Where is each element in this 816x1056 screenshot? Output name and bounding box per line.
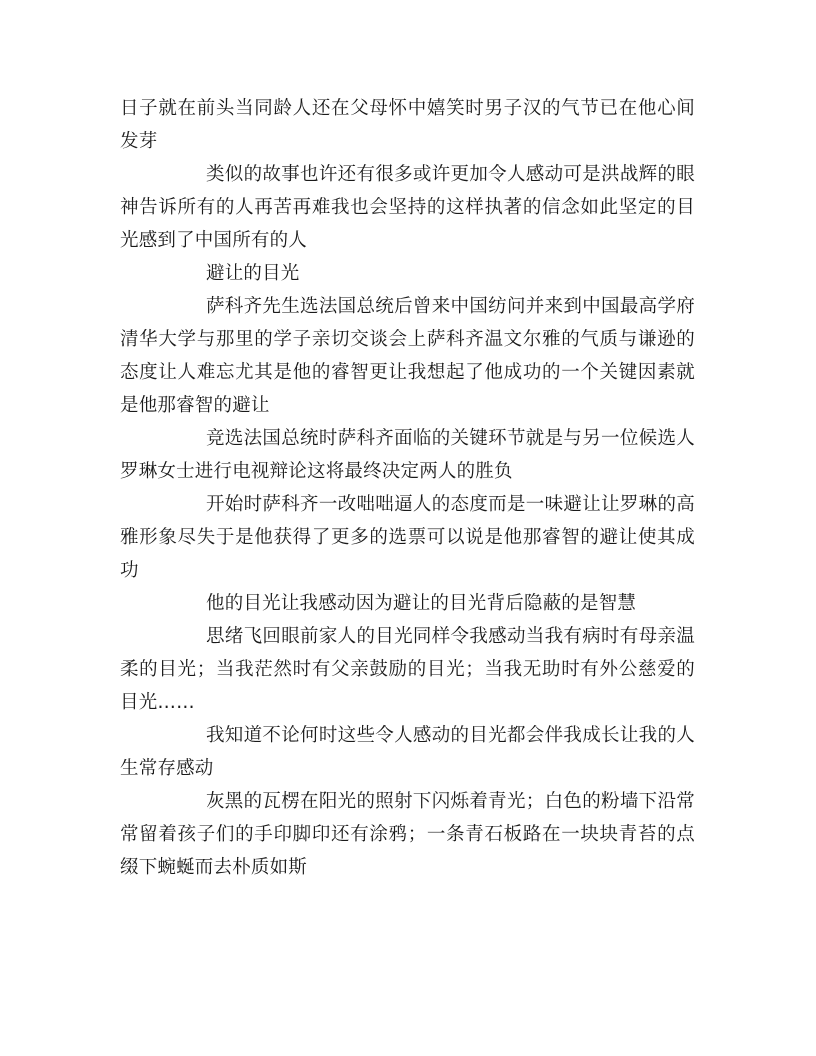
paragraph-2: 类似的故事也许还有很多或许更加令人感动可是洪战辉的眼神告诉所有的人再苦再难我也会坚持的这样执著的信念如此坚定的目光感到了中国所有的人 — [120, 164, 695, 251]
paragraph-1: 日子就在前头当同龄人还在父母怀中嬉笑时男子汉的气节已在他心间发芽 — [120, 98, 695, 152]
paragraph-6: 开始时萨科齐一改咄咄逼人的态度而是一味避让让罗琳的高雅形象尽失于是他获得了更多的选票可以说是他那睿智的避让使其成功 — [120, 494, 695, 581]
paragraph-8: 思绪飞回眼前家人的目光同样令我感动当我有病时有母亲温柔的目光；当我茫然时有父亲鼓励的目光；当我无助时有外公慈爱的目光…… — [120, 626, 695, 713]
document-body — [120, 92, 695, 884]
paragraph-10: 灰黑的瓦楞在阳光的照射下闪烁着青光；白色的粉墙下沿常常留着孩子们的手印脚印还有涂鸦；一条青石板路在一块块青苔的点缀下蜿蜒而去朴质如斯 — [120, 791, 695, 878]
paragraph-4: 萨科齐先生选法国总统后曾来中国纺问并来到中国最高学府清华大学与那里的学子亲切交谈会上萨科齐温文尔雅的气质与谦逊的态度让人难忘尤其是他的睿智更让我想起了他成功的一个关键因素就是他那睿智的避让 — [120, 296, 695, 416]
paragraph-9: 我知道不论何时这些令人感动的目光都会伴我成长让我的人生常存感动 — [120, 725, 695, 779]
paragraph-7: 他的目光让我感动因为避让的目光背后隐蔽的是智慧 — [206, 593, 637, 614]
section-heading: 避让的目光 — [206, 263, 300, 284]
paragraph-5: 竞选法国总统时萨科齐面临的关键环节就是与另一位候选人罗琳女士进行电视辩论这将最终决定两人的胜负 — [120, 428, 695, 482]
